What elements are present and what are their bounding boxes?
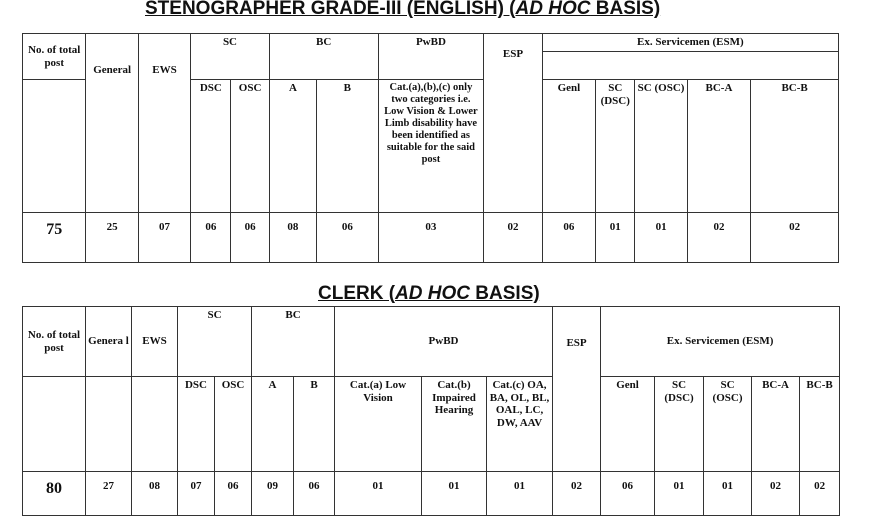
steno-value-a: 08 — [269, 213, 316, 263]
clerk-header-total: No. of total post — [23, 307, 86, 377]
clerk-header-bc: BC — [252, 307, 335, 377]
steno-title-suffix: BASIS) — [590, 0, 661, 19]
steno-header-pwbd-note: Cat.(a),(b),(c) only two categories i.e. Low Vision & Lower Limb disability have been identified as suitable for the said post — [378, 80, 484, 213]
clerk-header-osc: OSC — [215, 377, 252, 472]
steno-value-genl: 06 — [542, 213, 595, 263]
steno-header-total: No. of total post — [23, 34, 86, 80]
steno-title-emphasis: AD HOC — [515, 0, 591, 19]
steno-value-esm-bcb: 02 — [751, 213, 839, 263]
clerk-header-ews: EWS — [132, 307, 178, 377]
steno-title — [145, 0, 660, 20]
steno-header-ews: EWS — [138, 34, 190, 213]
clerk-header-dsc: DSC — [178, 377, 215, 472]
steno-header-a: A — [269, 80, 316, 213]
clerk-header-sc: SC — [178, 307, 252, 377]
steno-header-pwbd: PwBD — [378, 34, 484, 80]
clerk-value-esm-bcb: 02 — [800, 472, 840, 516]
steno-value-dsc: 06 — [191, 213, 231, 263]
steno-value-osc: 06 — [231, 213, 269, 263]
clerk-header-esm: Ex. Servicemen (ESM) — [601, 307, 840, 377]
steno-value-esm-bca: 02 — [687, 213, 750, 263]
clerk-value-general: 27 — [86, 472, 132, 516]
clerk-header-total-blank — [23, 377, 86, 472]
steno-header-sc: SC — [191, 34, 270, 80]
steno-header-bc: BC — [269, 34, 378, 80]
clerk-value-total: 80 — [23, 472, 86, 516]
clerk-value-esm-bca: 02 — [752, 472, 800, 516]
clerk-header-b: B — [294, 377, 335, 472]
clerk-value-genl: 06 — [601, 472, 655, 516]
steno-header-general: General — [86, 34, 138, 213]
steno-value-total: 75 — [23, 213, 86, 263]
clerk-value-ews: 08 — [132, 472, 178, 516]
clerk-value-osc: 06 — [215, 472, 252, 516]
clerk-value-esm-sc-osc: 01 — [704, 472, 752, 516]
clerk-header-general-blank — [86, 377, 132, 472]
clerk-value-esm-sc-dsc: 01 — [655, 472, 704, 516]
steno-value-general: 25 — [86, 213, 138, 263]
clerk-title — [318, 283, 540, 305]
steno-table — [22, 33, 839, 263]
clerk-header-general: Genera l — [86, 307, 132, 377]
clerk-value-esp: 02 — [553, 472, 601, 516]
clerk-value-cat-c: 01 — [487, 472, 553, 516]
clerk-header-a: A — [252, 377, 294, 472]
clerk-header-esp: ESP — [553, 307, 601, 472]
steno-header-b: B — [317, 80, 378, 213]
clerk-header-esm-sc-osc: SC (OSC) — [704, 377, 752, 472]
steno-value-esm-sc-dsc: 01 — [596, 213, 635, 263]
steno-header-esm-bcb: BC-B — [751, 80, 839, 213]
clerk-value-dsc: 07 — [178, 472, 215, 516]
steno-header-esm-sc-osc: SC (OSC) — [635, 80, 687, 213]
steno-header-genl: Genl — [542, 80, 595, 213]
steno-value-esm-sc-osc: 01 — [635, 213, 687, 263]
clerk-header-esm-bcb: BC-B — [800, 377, 840, 472]
clerk-value-b: 06 — [294, 472, 335, 516]
steno-value-pwbd: 03 — [378, 213, 484, 263]
steno-header-esp: ESP — [484, 34, 542, 213]
steno-header-esm-spacer — [542, 52, 838, 80]
clerk-header-esm-sc-dsc: SC (DSC) — [655, 377, 704, 472]
steno-title-text: STENOGRAPHER GRADE-III (ENGLISH) ( — [145, 0, 516, 19]
clerk-value-cat-b: 01 — [422, 472, 487, 516]
steno-header-esm-bca: BC-A — [687, 80, 750, 213]
steno-header-esm-sc-dsc: SC (DSC) — [596, 80, 635, 213]
steno-value-b: 06 — [317, 213, 378, 263]
clerk-title-suffix: BASIS) — [470, 283, 540, 304]
clerk-header-cat-c: Cat.(c) OA, BA, OL, BL, OAL, LC, DW, AAV — [487, 377, 553, 472]
steno-value-esp: 02 — [484, 213, 542, 263]
steno-header-osc: OSC — [231, 80, 269, 213]
clerk-header-cat-b: Cat.(b) Impaired Hearing — [422, 377, 487, 472]
steno-header-dsc: DSC — [191, 80, 231, 213]
steno-header-total-blank — [23, 80, 86, 213]
clerk-title-emphasis: AD HOC — [395, 283, 471, 304]
clerk-header-esm-bca: BC-A — [752, 377, 800, 472]
clerk-value-a: 09 — [252, 472, 294, 516]
clerk-value-cat-a: 01 — [335, 472, 422, 516]
clerk-header-cat-a: Cat.(a) Low Vision — [335, 377, 422, 472]
steno-header-esm: Ex. Servicemen (ESM) — [542, 34, 838, 52]
clerk-title-text: CLERK ( — [318, 283, 396, 304]
clerk-header-pwbd: PwBD — [335, 307, 553, 377]
clerk-header-genl: Genl — [601, 377, 655, 472]
clerk-table — [22, 306, 840, 516]
steno-value-ews: 07 — [138, 213, 190, 263]
clerk-header-ews-blank — [132, 377, 178, 472]
